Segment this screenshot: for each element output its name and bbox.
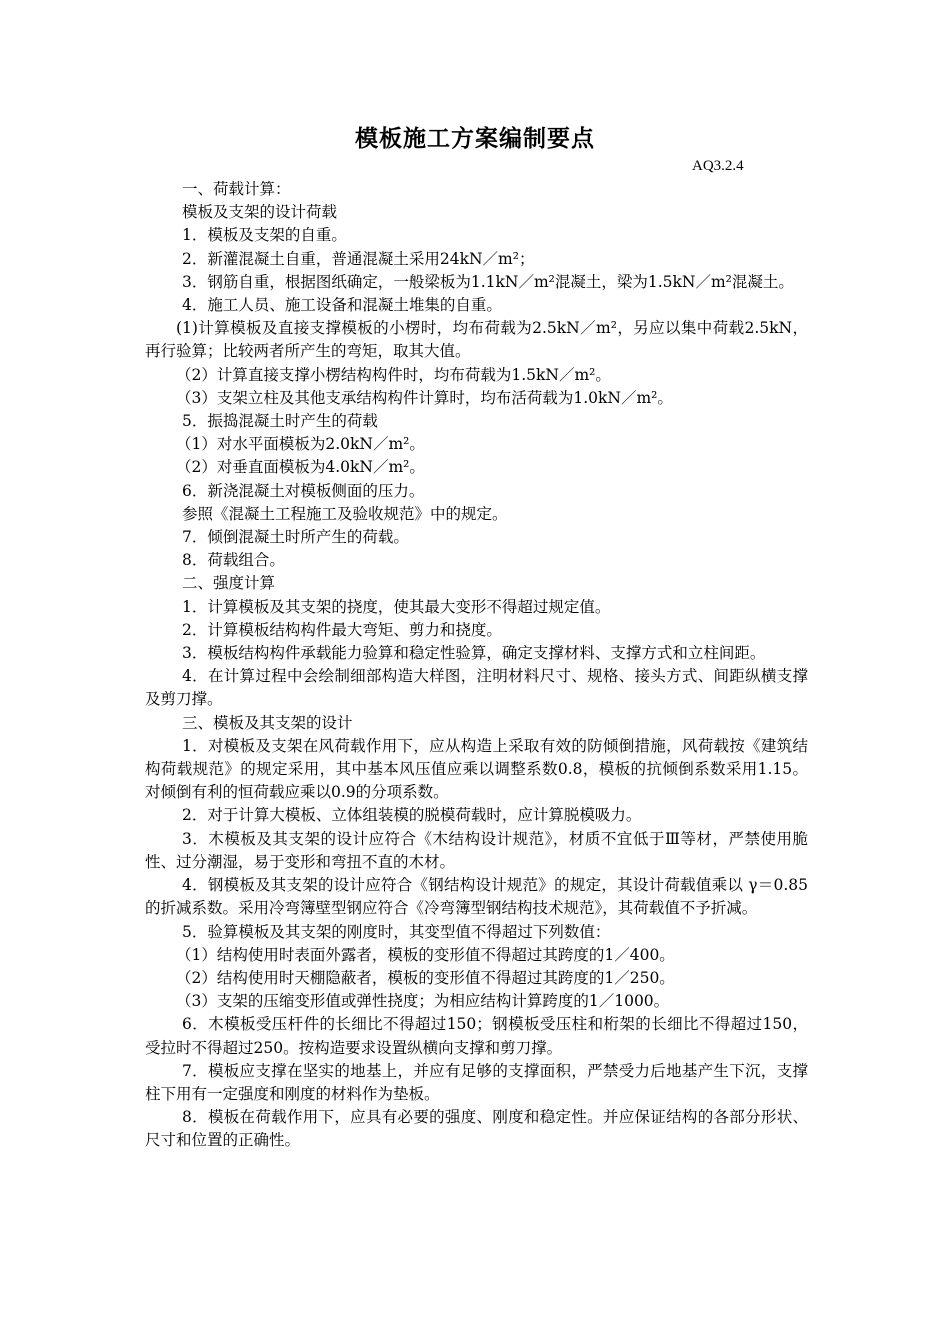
paragraph: (1)计算模板及直接支撑模板的小楞时，均布荷载为2.5kN／m²，另应以集中荷载2.5kN，再行验算；比较两者所产生的弯矩，取其大值。: [145, 319, 808, 361]
document-title: 模板施工方案编制要点: [355, 126, 595, 152]
paragraph: 3．木模板及其支架的设计应符合《木结构设计规范》，材质不宜低于Ⅲ等材，严禁使用脆性、过分潮湿，易于变形和弯扭不直的木材。: [145, 829, 808, 871]
paragraph: 2．计算模板结构构件最大弯矩、剪力和挠度。: [182, 620, 502, 639]
paragraph: 1．模板及支架的自重。: [182, 226, 347, 245]
paragraph: 6．新浇混凝土对模板侧面的压力。: [182, 481, 425, 500]
document-body: [145, 178, 808, 1153]
paragraph: 5．验算模板及其支架的刚度时，其变型值不得超过下列数值：: [182, 922, 611, 941]
paragraph: （2）计算直接支撑小楞结构构件时，均布荷载为1.5kN／m²。: [176, 365, 611, 384]
paragraph: 3．模板结构构件承载能力验算和稳定性验算，确定支撑材料、支撑方式和立柱间距。: [182, 644, 766, 663]
paragraph: （1）结构使用时表面外露者，模板的变形值不得超过其跨度的1／400。: [176, 945, 675, 964]
paragraph: 2．对于计算大模板、立体组装模的脱模荷载时，应计算脱模吸力。: [182, 806, 642, 825]
paragraph: 一、荷载计算：: [182, 180, 291, 198]
paragraph: 3．钢筋自重，根据图纸确定，一般梁板为1.1kN／m²混凝土，梁为1.5kN／m²混凝土。: [182, 272, 794, 291]
paragraph: 4．施工人员、施工设备和混凝土堆集的自重。: [182, 296, 502, 315]
paragraph: 7．模板应支撑在坚实的地基上，并应有足够的支撑面积，严禁受力后地基产生下沉，支撑柱下用有一定强度和刚度的材料作为垫板。: [145, 1061, 808, 1103]
paragraph: 6．木模板受压杆件的长细比不得超过150；钢模板受压柱和桁架的长细比不得超过150，受拉时不得超过250。按构造要求设置纵横向支撑和剪刀撑。: [145, 1015, 808, 1057]
paragraph: （1）对水平面模板为2.0kN／m²。: [176, 435, 425, 454]
paragraph: 7．倾倒混凝土时所产生的荷载。: [182, 528, 409, 547]
paragraph: 参照《混凝土工程施工及验收规范》中的规定。: [182, 504, 508, 523]
paragraph: 5．振捣混凝土时产生的荷载: [182, 412, 378, 431]
paragraph: 2．新灌混凝土自重，普通混凝土采用24kN／m²；: [182, 249, 535, 268]
paragraph: （2）结构使用时天棚隐蔽者，模板的变形值不得超过其跨度的1／250。: [176, 968, 675, 987]
paragraph: 8．荷载组合。: [182, 551, 285, 570]
paragraph: （3）支架立柱及其他支承结构构件计算时，均布活荷载为1.0kN／m²。: [176, 388, 673, 407]
paragraph: 模板及支架的设计荷载: [182, 203, 338, 222]
paragraph: （2）对垂直面模板为4.0kN／m²。: [176, 458, 425, 477]
paragraph: （3）支架的压缩变形值或弹性挠度；为相应结构计算跨度的1／1000。: [176, 992, 670, 1011]
paragraph: 4．在计算过程中会绘制细部构造大样图，注明材料尺寸、规格、接头方式、间距纵横支撑及剪刀撑。: [145, 667, 808, 709]
paragraph: 8．模板在荷载作用下，应具有必要的强度、刚度和稳定性。并应保证结构的各部分形状、尺寸和位置的正确性。: [145, 1108, 808, 1150]
paragraph: 二、强度计算: [182, 574, 276, 593]
paragraph: 4．钢模板及其支架的设计应符合《钢结构设计规范》的规定，其设计荷载值乘以 γ＝0.85的折减系数。采用冷弯簿壁型钢应符合《冷弯簿型钢结构技术规范》，其荷载值不予折减。: [145, 876, 808, 918]
paragraph: 三、模板及其支架的设计: [182, 713, 353, 732]
document-code: AQ3.2.4: [692, 158, 744, 174]
paragraph: 1．对模板及支架在风荷载作用下，应从构造上采取有效的防倾倒措施，风荷载按《建筑结构荷载规范》的规定采用，其中基本风压值应乘以调整系数0.8，模板的抗倾倒系数采用1.15。对倾倒有利的恒荷载应乘以0.9的分项系数。: [145, 736, 808, 802]
paragraph: 1．计算模板及其支架的挠度，使其最大变形不得超过规定值。: [182, 597, 611, 616]
